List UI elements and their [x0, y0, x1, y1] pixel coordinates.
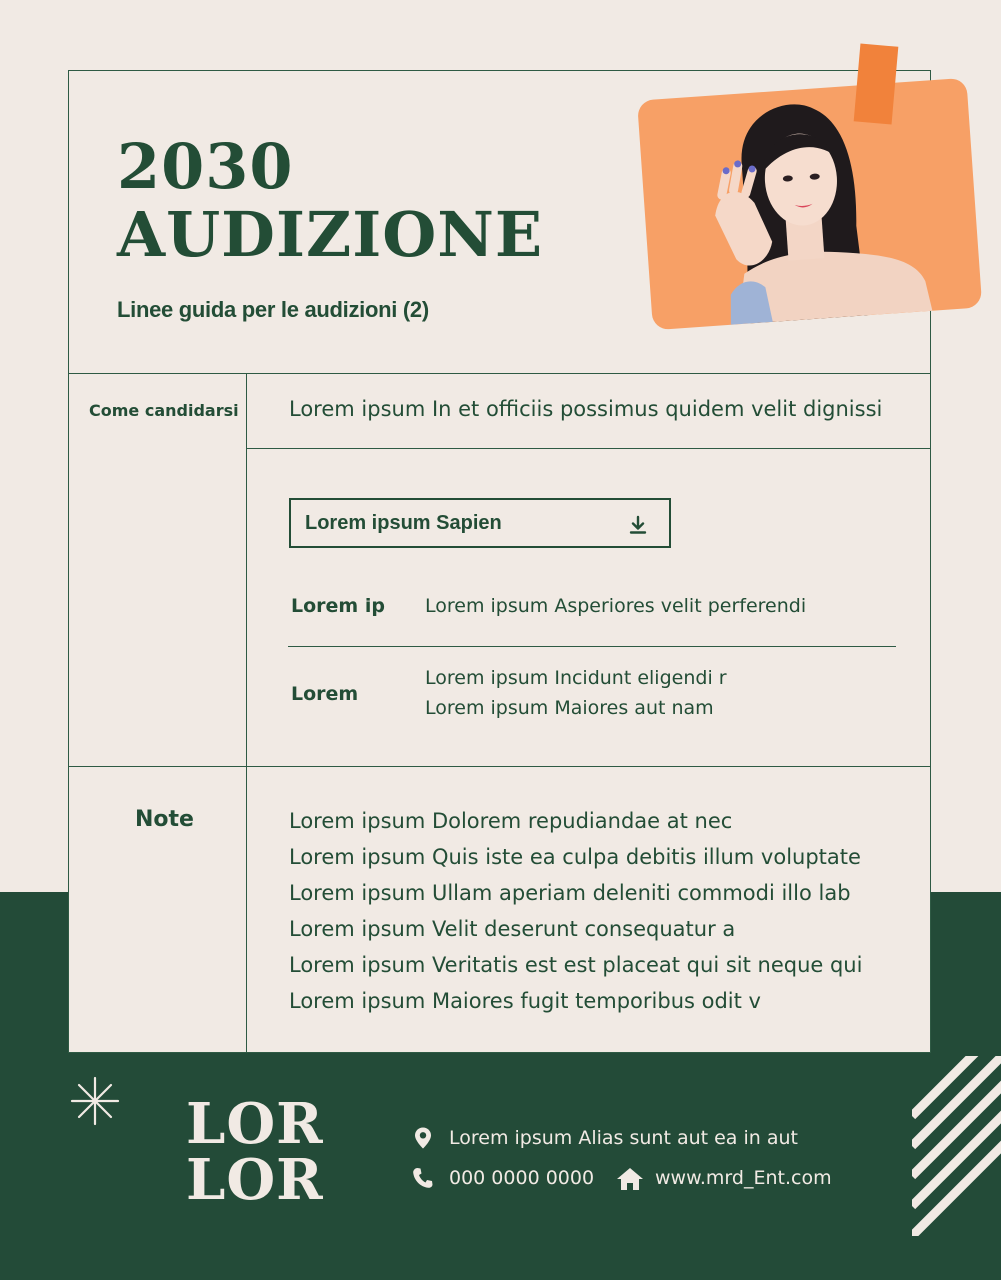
phone-icon: [411, 1166, 435, 1190]
stripe-decoration: [912, 1056, 1001, 1236]
note-item: Lorem ipsum Veritatis est est placeat qui sit neque qui: [289, 953, 863, 977]
location-pin-icon: [411, 1126, 435, 1150]
info-value-1: Lorem ipsum Asperiores velit perferendi: [425, 595, 807, 617]
notes-list: [289, 803, 862, 1019]
download-label: Lorem ipsum Sapien: [305, 512, 502, 534]
page-title: [117, 130, 544, 271]
note-item: Lorem ipsum Velit deserunt consequatur a: [289, 917, 736, 941]
divider: [288, 646, 896, 647]
note-item: Lorem ipsum Dolorem repudiandae at nec: [289, 809, 733, 833]
divider: [246, 448, 930, 449]
phone-text: 000 0000 0000: [449, 1167, 595, 1189]
download-icon: [627, 514, 649, 536]
notes-label: Note: [135, 807, 194, 832]
apply-label: Come candidarsi: [89, 401, 239, 420]
logo-line-1: LOR: [186, 1091, 324, 1157]
apply-text: Lorem ipsum In et officiis possimus quidem velit dignissi: [289, 397, 883, 421]
website-link[interactable]: www.mrd_Ent.com: [655, 1167, 832, 1189]
info-value-2b: Lorem ipsum Maiores aut nam: [425, 697, 714, 719]
page-subtitle: Linee guida per le audizioni (2): [117, 297, 429, 322]
audition-card: [68, 70, 931, 1053]
tape-decoration: [854, 43, 899, 124]
title-year: 2030: [117, 130, 294, 203]
home-icon: [616, 1166, 644, 1192]
note-item: Lorem ipsum Quis iste ea culpa debitis illum voluptate: [289, 845, 861, 869]
title-word: AUDIZIONE: [117, 198, 544, 271]
address-text: Lorem ipsum Alias sunt aut ea in aut: [449, 1127, 798, 1149]
divider: [69, 766, 930, 767]
photo-frame: [637, 78, 983, 340]
download-button[interactable]: [289, 498, 671, 548]
note-item: Lorem ipsum Ullam aperiam deleniti commodi illo lab: [289, 881, 851, 905]
portrait-illustration: [637, 78, 982, 330]
column-divider: [246, 373, 247, 1053]
info-key-1: Lorem ip: [291, 595, 385, 617]
note-item: Lorem ipsum Maiores fugit temporibus odit v: [289, 989, 761, 1013]
info-value-2a: Lorem ipsum Incidunt eligendi r: [425, 667, 727, 689]
logo-line-2: LOR: [186, 1147, 324, 1213]
sparkle-icon: [70, 1076, 120, 1126]
profile-photo: [637, 78, 982, 330]
divider: [69, 373, 930, 374]
info-key-2: Lorem: [291, 683, 359, 705]
brand-logo: [186, 1091, 324, 1213]
